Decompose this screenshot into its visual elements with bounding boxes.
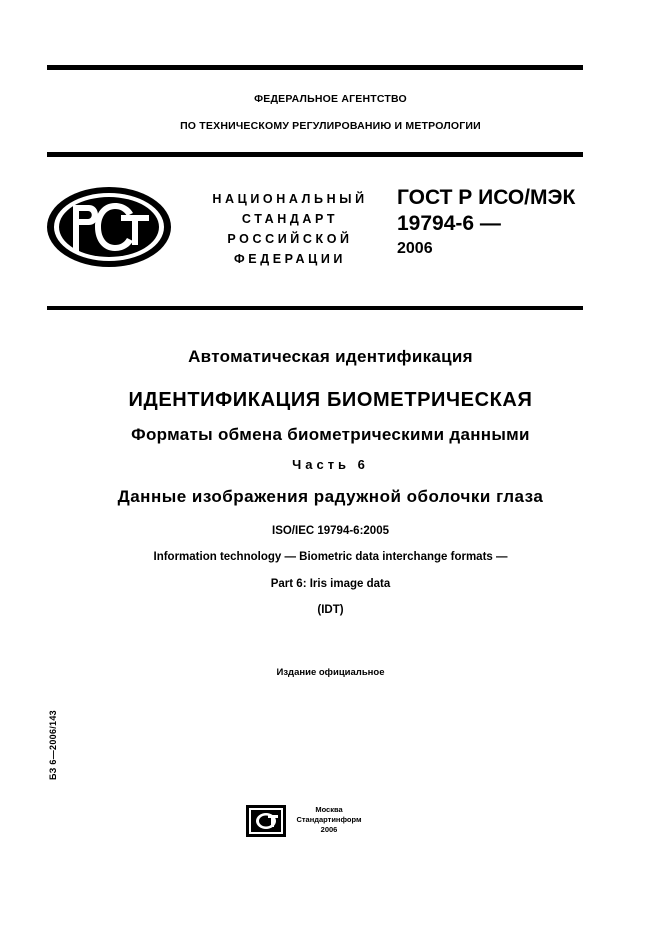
national-line-1: НАЦИОНАЛЬНЫЙ	[212, 192, 368, 206]
publisher-name: Стандартинформ	[296, 815, 362, 824]
agency-line-1: ФЕДЕРАЛЬНОЕ АГЕНТСТВО	[254, 93, 407, 105]
edition-note: Издание официальное	[276, 667, 385, 678]
iso-code: ISO/IEC 19794-6:2005	[272, 525, 389, 537]
national-line-2: СТАНДАРТ	[241, 212, 339, 226]
designation-line-2: 19794-6 —	[397, 212, 501, 235]
publisher-year: 2006	[320, 825, 338, 834]
title-line-3: Форматы обмена биометрическими данными	[131, 425, 530, 444]
standard-block-rule	[47, 306, 583, 310]
title-part: Часть 6	[292, 457, 369, 472]
english-part: Part 6: Iris image data	[270, 578, 391, 590]
national-line-4: ФЕДЕРАЦИИ	[233, 252, 346, 266]
english-title: Information technology — Biometric data interchange formats —	[153, 551, 508, 563]
national-line-3: РОССИЙСКОЙ	[227, 232, 353, 246]
agency-line-2: ПО ТЕХНИЧЕСКОМУ РЕГУЛИРОВАНИЮ И МЕТРОЛОГИИ	[180, 120, 481, 132]
publisher-text	[287, 805, 371, 835]
title-line-5: Данные изображения радужной оболочки глаза	[117, 487, 544, 506]
top-rule	[47, 65, 583, 70]
designation-line-1: ГОСТ Р ИСО/МЭК	[397, 186, 576, 209]
title-line-2: ИДЕНТИФИКАЦИЯ БИОМЕТРИЧЕСКАЯ	[128, 389, 533, 411]
designation-year: 2006	[397, 240, 433, 257]
title-line-1: Автоматическая идентификация	[188, 347, 473, 366]
publisher-city: Москва	[315, 805, 343, 814]
idt-mark: (IDT)	[317, 604, 344, 616]
header-rule	[47, 152, 583, 157]
standartinform-logo-icon	[246, 805, 286, 837]
side-code-text: БЗ 6—2006/143	[48, 710, 58, 780]
rst-logo-icon	[45, 185, 173, 269]
